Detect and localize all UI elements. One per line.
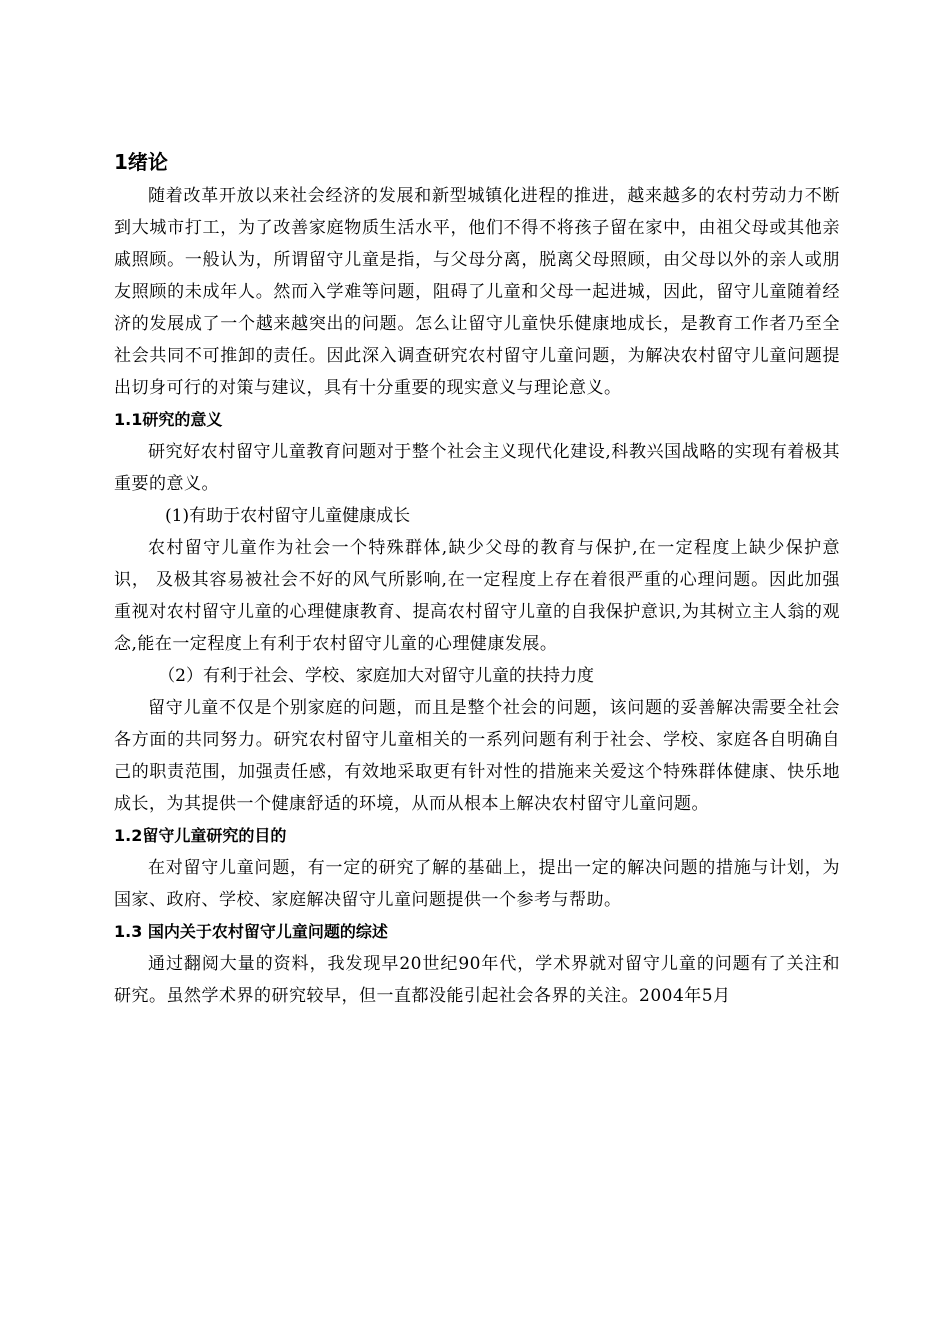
intro-paragraph: 随着改革开放以来社会经济的发展和新型城镇化进程的推进，越来越多的农村劳动力不断到大城市打工，为了改善家庭物质生活水平，他们不得不将孩子留在家中，由祖父母或其他亲戚照顾。一般认为，所谓留守儿童是指，与父母分离，脱离父母照顾，由父母以外的亲人或朋友照顾的未成年人。然而入学难等问题，阻碍了儿童和父母一起进城，因此，留守儿童随着经济的发展成了一个越来越突出的问题。怎么让留守儿童快乐健康地成长，是教育工作者乃至全社会共同不可推卸的责任。因此深入调查研究农村留守儿童问题，为解决农村留守儿童问题提出切身可行的对策与建议，具有十分重要的现实意义与理论意义。 bbox=[114, 186, 840, 398]
chapter-title: 1绪论 bbox=[114, 150, 168, 174]
item-2-title: （2）有利于社会、学校、家庭加大对留守儿童的扶持力度 bbox=[158, 666, 595, 686]
section-1-1-paragraph: 研究好农村留守儿童教育问题对于整个社会主义现代化建设,科教兴国战略的实现有着极其重要的意义。 bbox=[114, 442, 840, 494]
section-heading-1-3: 1.3 国内关于农村留守儿童问题的综述 bbox=[114, 922, 388, 941]
item-1-paragraph: 农村留守儿童作为社会一个特殊群体,缺少父母的教育与保护,在一定程度上缺少保护意识， 及极其容易被社会不好的风气所影响,在一定程度上存在着很严重的心理问题。因此加强重视对农村留守儿童的心理健康教育、提高农村留守儿童的自我保护意识,为其树立主人翁的观念,能在一定程度上有利于农村留守儿童的心理健康发展。 bbox=[114, 538, 840, 654]
section-1-2-paragraph: 在对留守儿童问题，有一定的研究了解的基础上，提出一定的解决问题的措施与计划，为国家、政府、学校、家庭解决留守儿童问题提供一个参考与帮助。 bbox=[114, 858, 840, 910]
item-1-title: (1)有助于农村留守儿童健康成长 bbox=[165, 506, 411, 526]
section-heading-1-2: 1.2留守儿童研究的目的 bbox=[114, 826, 287, 845]
document-body bbox=[114, 144, 840, 1012]
item-2-paragraph: 留守儿童不仅是个别家庭的问题，而且是整个社会的问题，该问题的妥善解决需要全社会各方面的共同努力。研究农村留守儿童相关的一系列问题有利于社会、学校、家庭各自明确自己的职责范围，加强责任感，有效地采取更有针对性的措施来关爱这个特殊群体健康、快乐地成长，为其提供一个健康舒适的环境，从而从根本上解决农村留守儿童问题。 bbox=[114, 698, 840, 814]
section-heading-1-1: 1.1研究的意义 bbox=[114, 410, 223, 429]
section-1-3-paragraph: 通过翻阅大量的资料，我发现早20世纪90年代，学术界就对留守儿童的问题有了关注和研究。虽然学术界的研究较早，但一直都没能引起社会各界的关注。2004年5月 bbox=[114, 954, 840, 1006]
